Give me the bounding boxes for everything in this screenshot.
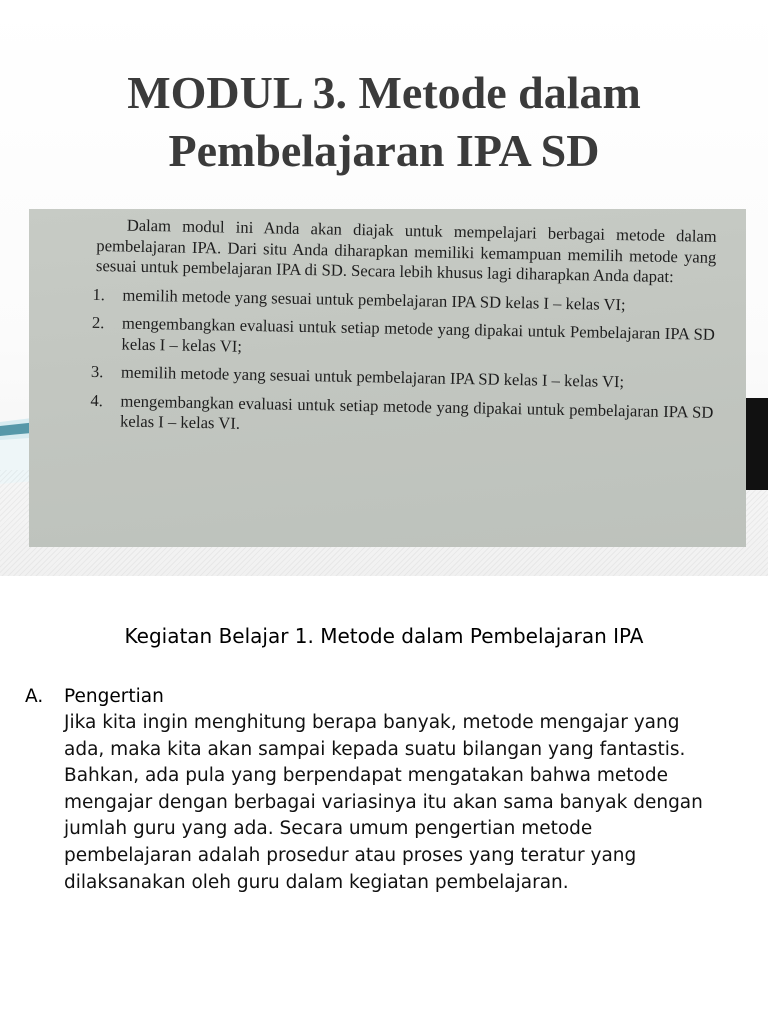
list-number: 1. [92,284,106,304]
slide-title-line1: MODUL 3. Metode dalam [127,67,641,118]
list-number: 4. [90,390,104,410]
list-text: mengembangkan evaluasi untuk setiap metode yang dipakai untuk Pembelajaran IPA SD kelas I – kelas VI; [121,313,716,356]
sub-heading-title: Pengertian [64,686,164,707]
list-number: 2. [91,312,105,333]
list-text: memilih metode yang sesuai untuk pembelajaran IPA SD kelas I – kelas VI; [120,362,625,392]
sub-heading-letter: A. [25,686,44,707]
slide-title [0,64,768,180]
list-text: mengembangkan evaluasi untuk setiap metode yang dipakai untuk pembelajaran IPA SD kelas I – kelas VI. [119,390,714,433]
decorative-dark-block [744,398,768,490]
list-item [90,361,714,394]
list-text: memilih metode yang sesuai untuk pembelajaran IPA SD kelas I – kelas VI; [122,285,626,314]
photo-intro: Dalam modul ini Anda akan diajak untuk mempelajari berbagai metode dalam pembelajaran IPA. Dari situ Anda diharapkan memiliki kemampuan memilih metode yang sesuai untuk pembelajaran IPA di SD. Secara lebih khusus lagi diharapkan Anda dapat: [95,215,717,287]
list-number: 3. [90,361,104,382]
list-item [90,390,714,443]
photo-text [90,215,717,443]
section-heading: Kegiatan Belajar 1. Metode dalam Pembelajaran IPA [124,624,644,648]
sub-heading [25,686,164,707]
list-item [92,284,715,316]
list-item [91,312,716,366]
slide-title-line2: Pembelajaran IPA SD [168,125,600,176]
objectives-list [90,284,716,443]
body-paragraph: Jika kita ingin menghitung berapa banyak, metode mengajar yang ada, maka kita akan sampai kepada suatu bilangan yang fantastis. Bahkan, ada pula yang berpendapat mengatakan bahwa metode mengajar dengan berbagai variasinya itu akan sama banyak dengan jumlah guru yang ada. Secara umum pengertian metode pembelajaran adalah prosedur atau proses yang teratur yang dilaksanakan oleh guru dalam kegiatan pembelajaran. [64,712,703,893]
book-page-photo [29,209,746,547]
document-page [0,576,768,1024]
